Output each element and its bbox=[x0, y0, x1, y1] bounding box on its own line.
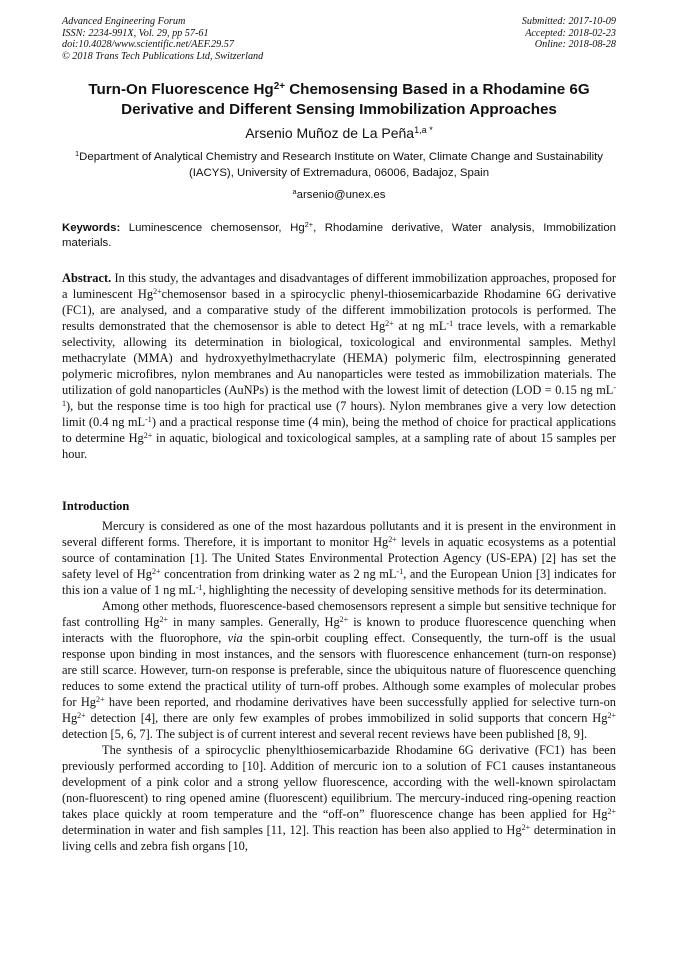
author-name: Arsenio Muñoz de La Peña bbox=[245, 125, 415, 141]
author-marker: 1,a * bbox=[414, 125, 433, 135]
journal-copyright: © 2018 Trans Tech Publications Ltd, Switzerland bbox=[62, 50, 264, 62]
author-line bbox=[62, 124, 616, 142]
introduction-body bbox=[62, 518, 616, 854]
keywords-label: Keywords: bbox=[62, 222, 121, 234]
journal-issn: ISSN: 2234-991X, Vol. 29, pp 57-61 bbox=[62, 27, 209, 39]
paragraph: Among other methods, fluorescence-based chemosensors represent a simple but sensitive technique for fast controlling $Hg^{2+}$ in many samples. Generally, $Hg^{2+}$ is known to produce fluorescence quenching when interacts with the fluorophore, via the spin-orbit coupling effect. Consequently, the turn-off is the usual response upon binding in most instances, and the sensors with fluorescence enhancement (turn-on response) are still scarce. However, turn-on response is preferable, since the ubiquitous nature of fluorescence quenching reduces to some extend the practical utility of turn-off probes. Although some examples of molecular probes for $Hg^{2+}$ have been reported, and rhodamine derivatives have been successfully applied for selective turn-on $Hg^{2+}$ detection [4], there are only few examples of probes immobilized in solid supports that concern $Hg^{2+}$ detection [5, 6, 7]. The subject is of current interest and several recent reviews have been published [8, 9]. bbox=[62, 599, 616, 741]
publication-dates bbox=[522, 16, 616, 51]
affiliation: $^1$Department of Analytical Chemistry and Research Institute on Water, Climate Change and Sustainability (IACYS), University of Extremadura, 06006, Badajoz, Spain bbox=[75, 148, 603, 179]
journal-info bbox=[62, 16, 263, 62]
paper-title: Turn-On Fluorescence $Hg^{2+}$ Chemosensing Based in a Rhodamine 6G Derivative and Different Sensing Immobilization Approaches bbox=[88, 80, 590, 118]
online-date: Online: 2018-08-28 bbox=[534, 39, 616, 50]
paragraph: The synthesis of a spirocyclic phenylthiosemicarbazide Rhodamine 6G derivative (FC1) has been previously performed according to [10]. Addition of mercuric ion to a solution of FC1 causes instantaneous development of a pink color and a strong yellow fluorescence, according with the well-known spirolactam (non-fluorescent) to ring opened amine (fluorescent) equilibrium. The mercury-induced ring-opening reaction takes place quickly at room temperature and the “off-on” fluorescence change has been applied for $Hg^{2+}$ determination in water and fish samples [11, 12]. This reaction has been also applied to $Hg^{2+}$ determination in living cells and zebra fish organs [10, bbox=[62, 743, 616, 853]
author-email: $^a$arsenio@unex.es bbox=[292, 186, 386, 201]
paragraph: Mercury is considered as one of the most hazardous pollutants and it is present in the environment in several different forms. Therefore, it is important to monitor $Hg^{2+}$ levels in aquatic ecosystems as a potential source of contamination [1]. The United States Environmental Protection Agency (US-EPA) [2] has set the safety level of $Hg^{2+}$ concentration from drinking water as 2 ng $mL^{-1}$, and the European Union [3] indicates for this ion a value of 1 ng $mL^{-1}$, highlighting the necessity of developing sensitive methods for its determination. bbox=[62, 519, 617, 597]
journal-name: Advanced Engineering Forum bbox=[62, 16, 186, 27]
abstract-label: Abstract. bbox=[62, 271, 112, 285]
submitted-date: Submitted: 2017-10-09 bbox=[521, 16, 616, 27]
accepted-date: Accepted: 2018-02-23 bbox=[525, 27, 616, 39]
abstract: Abstract. In this study, the advantages and disadvantages of different immobilization approaches, proposed for a luminescent $Hg^{2+}chemosensor$ based in a spirocyclic phenyl-thiosemicarbazide Rhodamine 6G derivative (FC1), are analysed, and a comparative study of the different immobilization protocols is performed. The results demonstrated that the chemosensor is able to detect $Hg^{2+}$ at ng $mL^{-1}$ trace levels, with a remarkable selectivity, allowing its determination in biological, toxicological and environmental samples. Methyl methacrylate (MMA) and hydroxyethylmethacrylate (HEMA) polymeric film, electrospinning generated polymeric microfibres, nylon membranes and Au nanoparticles were tested as immobilization materials. The utilization of gold nanoparticles (AuNPs) is the method with the lowest limit of detection (LOD = 0.15 ng $mL^{-1}$), but the response time is too high for practical use (7 hours). Nylon membranes give a very low detection limit (0.4 ng $mL^{-1}$) and a practical response time (4 min), being the method of choice for practical applications to determine $Hg^{2+}$ in aquatic, biological and toxicological samples, at a sampling rate of about 15 samples per hour. bbox=[62, 271, 617, 461]
keywords: Keywords: Luminescence chemosensor, $Hg^{2+}$, Rhodamine derivative, Water analysis, Immobilization materials. bbox=[62, 219, 616, 249]
journal-doi: doi:10.4028/www.scientific.net/AEF.29.57 bbox=[62, 39, 234, 50]
section-heading-introduction: Introduction bbox=[62, 499, 130, 513]
